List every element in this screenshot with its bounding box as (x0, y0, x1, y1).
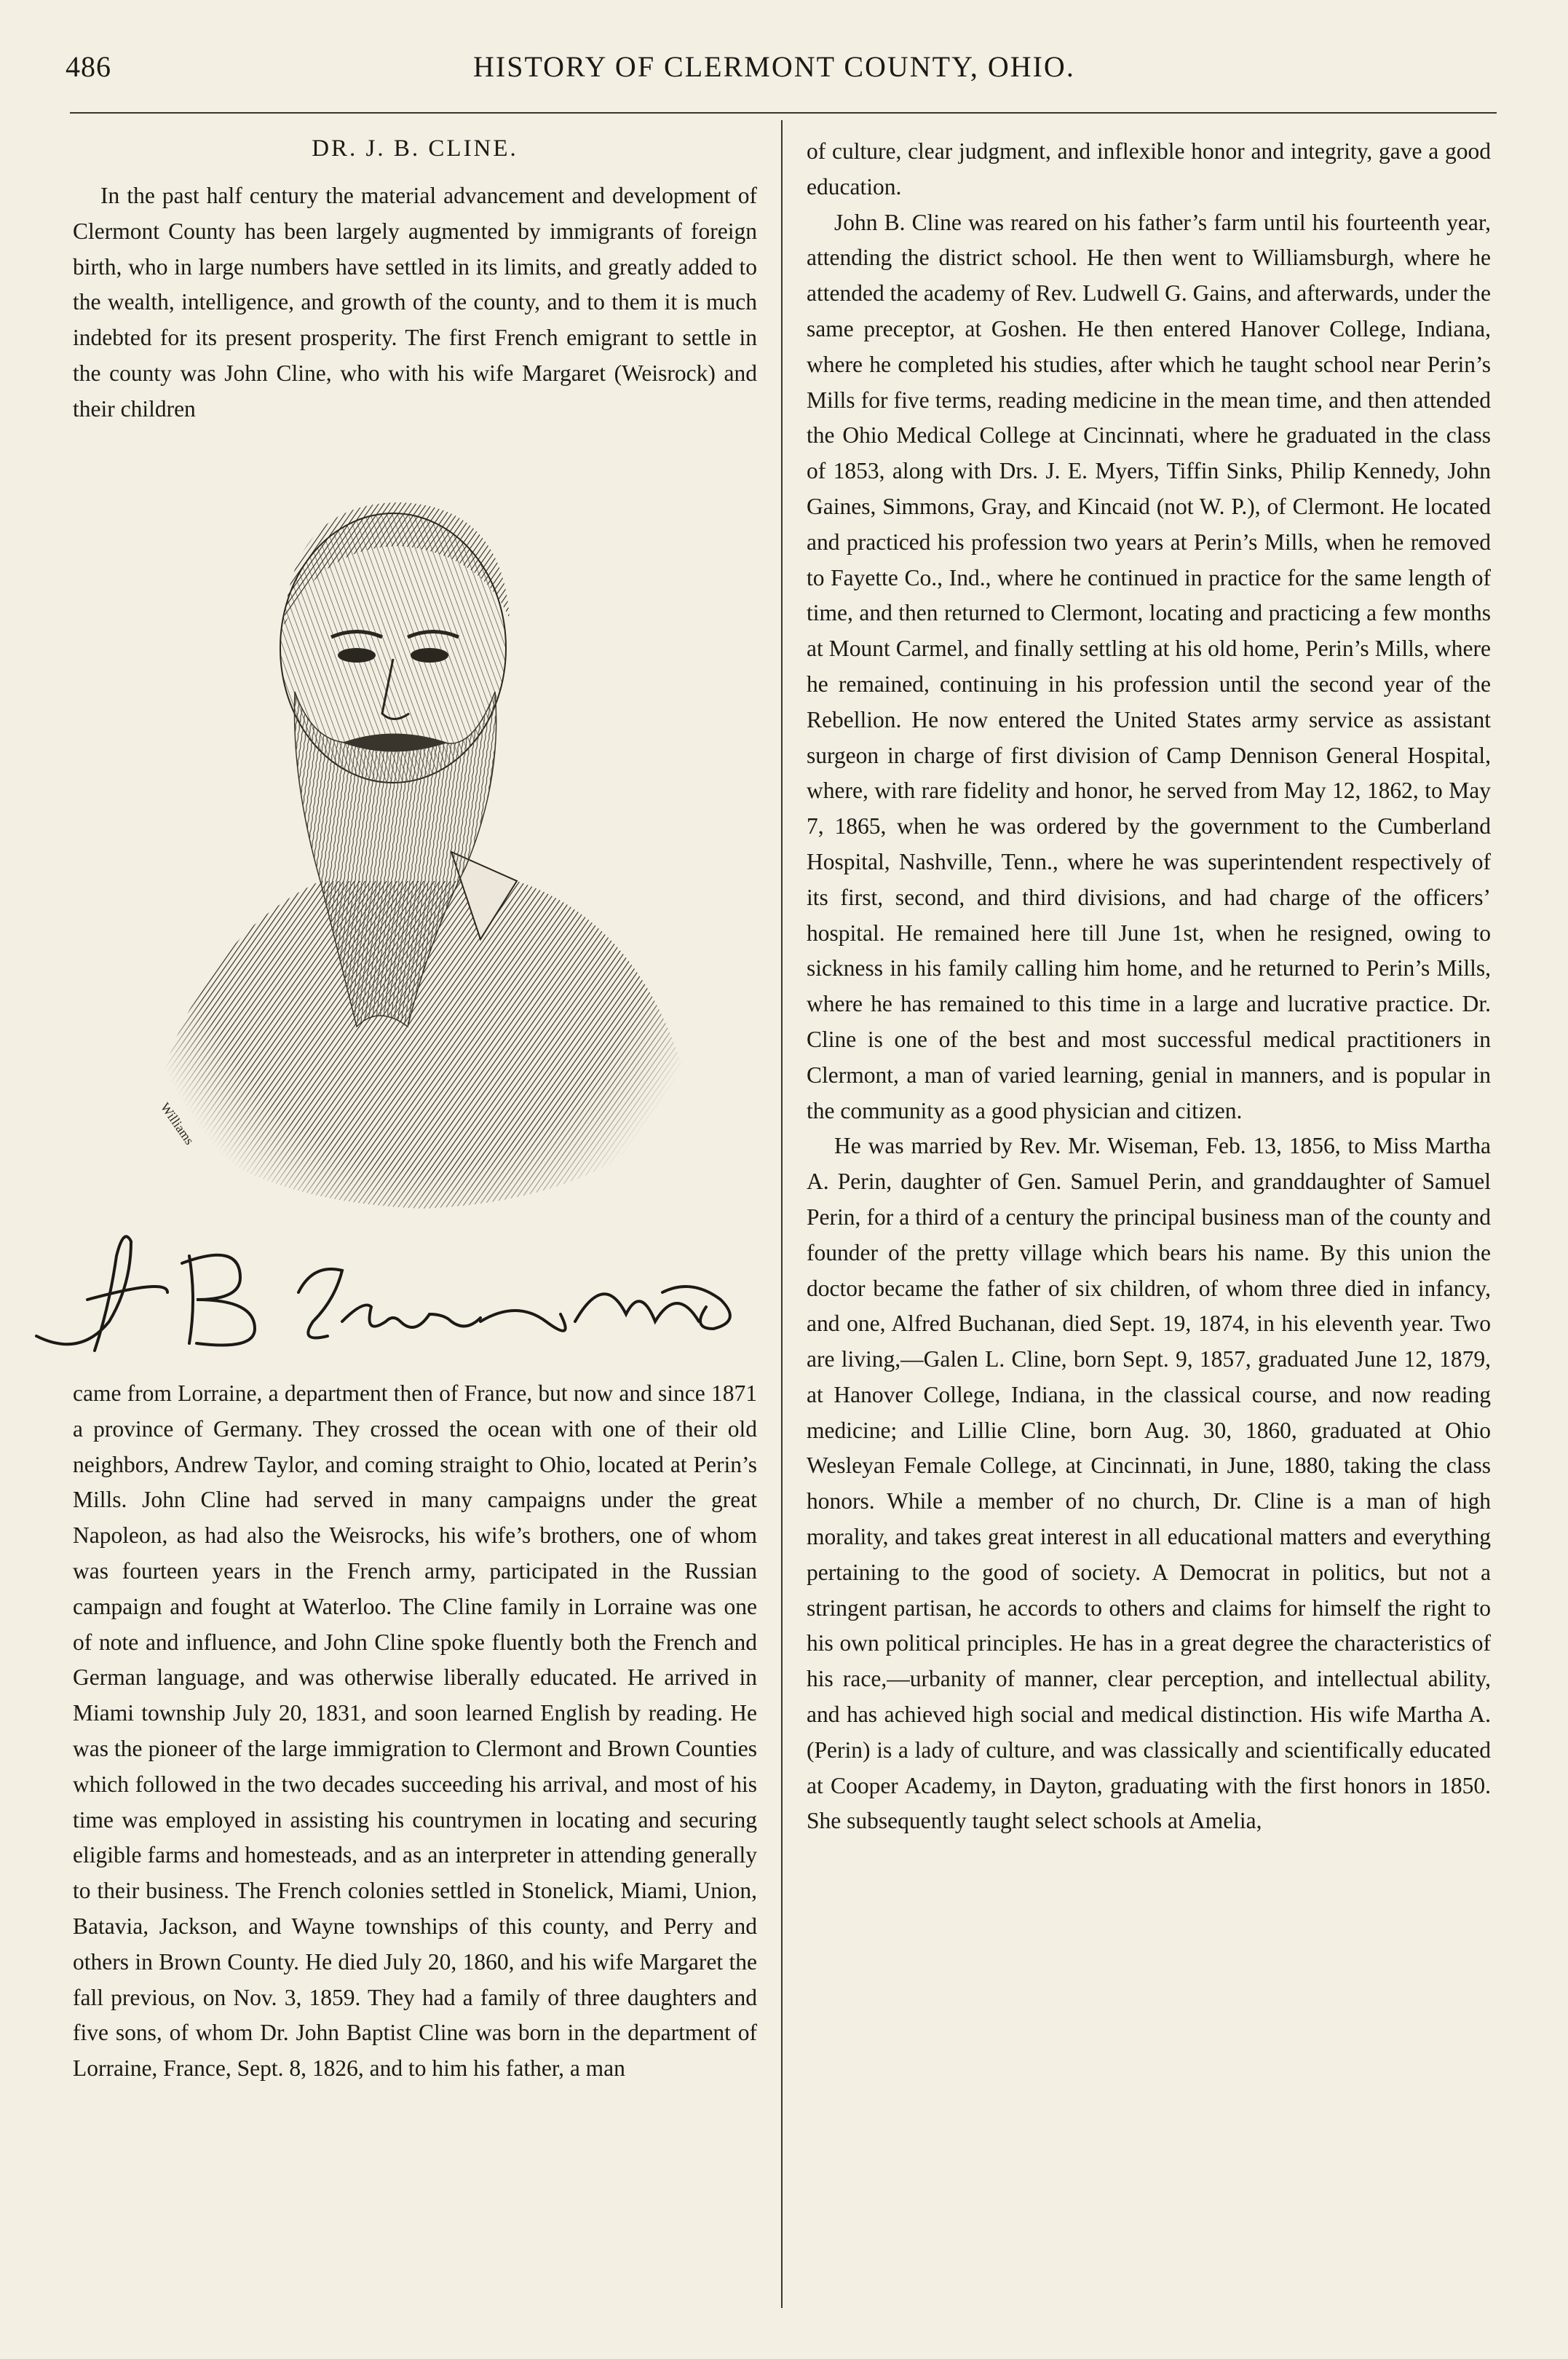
left-column-bottom (73, 1376, 757, 2087)
running-title: HISTORY OF CLERMONT COUNTY, OHIO. (473, 50, 1075, 83)
header-rule (70, 112, 1497, 114)
right-paragraph-2: John B. Cline was reared on his father’s farm until his fourteenth year, attending the district school. He then went to Williamsburgh, where he attended the academy of Rev. Ludwell G. Gains, and afterwards, under the same preceptor, at Goshen. He then entered Hanover College, Indiana, where he completed his studies, after which he taught school near Perin’s Mills for five terms, reading medicine in the mean time, and then attended the Ohio Medical College at Cincinnati, where he graduated in the class of 1853, along with Drs. J. E. Myers, Tiffin Sinks, Philip Kennedy, John Gaines, Simmons, Gray, and Kincaid (not W. P.), of Clermont. He located and practiced his profession two years at Perin’s Mills, when he removed to Fayette Co., Ind., where he continued in practice for the same length of time, and then returned to Clermont, locating and practicing a few months at Mount Carmel, and finally settling at his old home, Perin’s Mills, where he remained, continuing in his profession until the second year of the Rebellion. He now entered the United States army service as assistant surgeon in charge of first division of Camp Dennison General Hospital, where, with rare fidelity and honor, he served from May 12, 1862, to May 7, 1865, when he was ordered by the government to the Cumberland Hospital, Nashville, Tenn., where he was superintendent respectively of its first, second, and third divisions, and had charge of the officers’ hospital. He remained here till June 1st, when he resigned, owing to sickness in his family calling him home, and he returned to Perin’s Mills, where he has remained to this time in a large and lucrative practice. Dr. Cline is one of the best and most successful medical practitioners in Clermont, a man of varied learning, genial in manners, and is popular in the community as a good physician and citizen. (807, 209, 1491, 1123)
continued-paragraph: came from Lorraine, a department then of France, but now and since 1871 a province of Germany. They crossed the ocean with one of their old neighbors, Andrew Taylor, and coming straight to Ohio, located at Perin’s Mills. John Cline had served in many campaigns under the great Napoleon, as had also the Weisrocks, his wife’s brothers, one of whom was fourteen years in the French army, participated in the Russian campaign and fought at Waterloo. The Cline family in Lorraine was one of note and influence, and John Cline spoke fluently both the French and German language, and was otherwise liberally educated. He arrived in Miami township July 20, 1831, and soon learned English by reading. He was the pioneer of the large immigration to Clermont and Brown Counties which followed in the two decades succeeding his arrival, and most of his time was employed in assisting his countrymen in locating and securing eligible farms and homesteads, and as an interpreter in attending generally to their business. The French colonies settled in Stonelick, Miami, Union, Batavia, Jackson, and Wayne townships of this county, and Perry and others in Brown County. He died July 20, 1860, and his wife Margaret the fall previous, on Nov. 3, 1859. They had a family of three daughters and five sons, of whom Dr. John Baptist Cline was born in the department of Lorraine, France, Sept. 8, 1826, and to him his father, a man (73, 1380, 757, 2082)
column-divider (781, 120, 783, 2308)
page-number: 486 (66, 50, 111, 83)
engraver-mark: Williams (157, 1099, 197, 1147)
signature-image (22, 1212, 772, 1380)
page-header (66, 50, 1503, 93)
right-paragraph-1: of culture, clear judgment, and inflexible honor and integrity, gave a good education. (807, 138, 1491, 199)
left-column-top (73, 178, 757, 427)
article-title: DR. J. B. CLINE. (312, 135, 518, 162)
portrait-engraving (138, 473, 706, 1230)
right-column (807, 134, 1491, 1839)
intro-paragraph: In the past half century the material advancement and development of Clermont County has been largely augmented by immigrants of foreign birth, who in large numbers have settled in its limits, and greatly added to the wealth, intelligence, and growth of the county, and to them it is much indebted for its present prosperity. The first French emigrant to settle in the county was John Cline, who with his wife Margaret (Weisrock) and their children (73, 183, 757, 422)
right-paragraph-3: He was married by Rev. Mr. Wiseman, Feb. 13, 1856, to Miss Martha A. Perin, daughter of Gen. Samuel Perin, and granddaughter of Samuel Perin, for a third of a century the principal business man of the county and founder of the pretty village which bears his name. By this union the doctor became the father of six children, of whom three died in infancy, and one, Alfred Buchanan, died Sept. 19, 1874, in his eleventh year. Two are living,—Galen L. Cline, born Sept. 9, 1857, graduated June 12, 1879, at Hanover College, Indiana, in the classical course, and now reading medicine; and Lillie Cline, born Aug. 30, 1860, graduated at Ohio Wesleyan Female College, at Cincinnati, in June, 1880, taking the class honors. While a member of no church, Dr. Cline is a man of high morality, and takes great interest in all educational matters and everything pertaining to the good of society. A Democrat in politics, but not a stringent partisan, he accords to others and claims for himself the right to his own political principles. He has in a great degree the characteristics of his race,—urbanity of manner, clear perception, and intellectual ability, and has achieved high social and medical distinction. His wife Martha A. (Perin) is a lady of culture, and was classically and scientifically educated at Cooper Academy, in Dayton, graduating with the first honors in 1850. She subsequently taught select schools at Amelia, (807, 1133, 1491, 1834)
